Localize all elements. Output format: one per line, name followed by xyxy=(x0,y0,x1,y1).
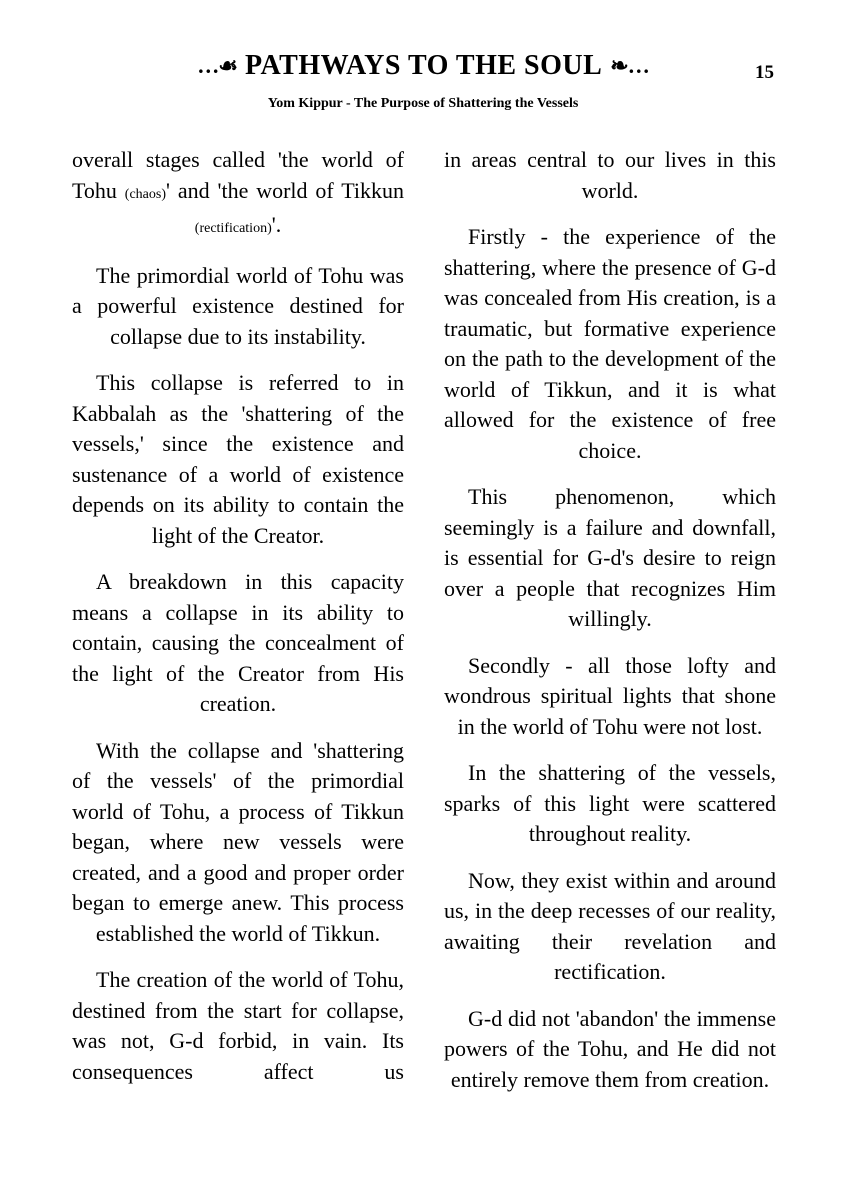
paragraph: Now, they exist within and around us, in the deep recesses of our reality, awaiting their revelation and rectification. xyxy=(444,867,776,984)
paragraph xyxy=(72,145,404,245)
paragraph: This phenomenon, which seemingly is a failure and downfall, is essential for G-d's desire to reign over a people that recognizes Him willingly. xyxy=(444,484,776,631)
page-number: 15 xyxy=(755,62,774,83)
page-header xyxy=(0,50,846,90)
paragraph: G-d did not 'abandon' the immense powers of the Tohu, and He did not entirely remove them from creation. xyxy=(444,1005,776,1092)
running-title xyxy=(0,50,846,82)
chapter-subtitle: Yom Kippur - The Purpose of Shattering the Vessels xyxy=(267,96,579,111)
paragraph: The primordial world of Tohu was a powerful existence destined for collapse due to its instability. xyxy=(72,262,404,349)
right-column xyxy=(444,145,776,1111)
paragraph: In the shattering of the vessels, sparks of this light were scattered throughout reality. xyxy=(444,760,776,846)
paragraph: in areas central to our lives in this world. xyxy=(444,147,776,203)
book-title-line xyxy=(197,50,648,82)
text-run: ' and 'the world of Tikkun xyxy=(166,177,405,203)
paragraph: Firstly - the experience of the shattering, where the presence of G-d was concealed from His creation, is a traumatic, but formative experience on the path to the development of the world of Tikkun, and it is what allowed for the existence of free choice. xyxy=(444,224,776,463)
left-column xyxy=(72,145,404,1103)
text-run: (chaos) xyxy=(124,186,166,202)
text-run: (rectification) xyxy=(194,221,272,236)
ornament-left-icon: …☙ xyxy=(197,53,237,78)
text-run: '. xyxy=(271,212,282,237)
text-run: overall stages called 'the world of Tohu xyxy=(72,147,404,203)
paragraph: The creation of the world of Tohu, destined from the start for collapse, was not, G-d forbid, in vain. Its consequences affect us xyxy=(72,967,404,1084)
paragraph: Secondly - all those lofty and wondrous spiritual lights that shone in the world of Tohu were not lost. xyxy=(444,652,776,739)
book-title: PATHWAYS TO THE SOUL xyxy=(245,50,603,81)
paragraph: This collapse is referred to in Kabbalah as the 'shattering of the vessels,' since the existence and sustenance of a world of existence depends on its ability to contain the light of the Creator. xyxy=(72,370,404,548)
paragraph: A breakdown in this capacity means a collapse in its ability to contain, causing the concealment of the light of the Creator from His creation. xyxy=(72,569,404,716)
ornament-right-icon: ❧… xyxy=(610,53,649,78)
paragraph: With the collapse and 'shattering of the vessels' of the primordial world of Tohu, a process of Tikkun began, where new vessels were created, and a good and proper order began to emerge anew. This process established the world of Tikkun. xyxy=(72,737,404,946)
